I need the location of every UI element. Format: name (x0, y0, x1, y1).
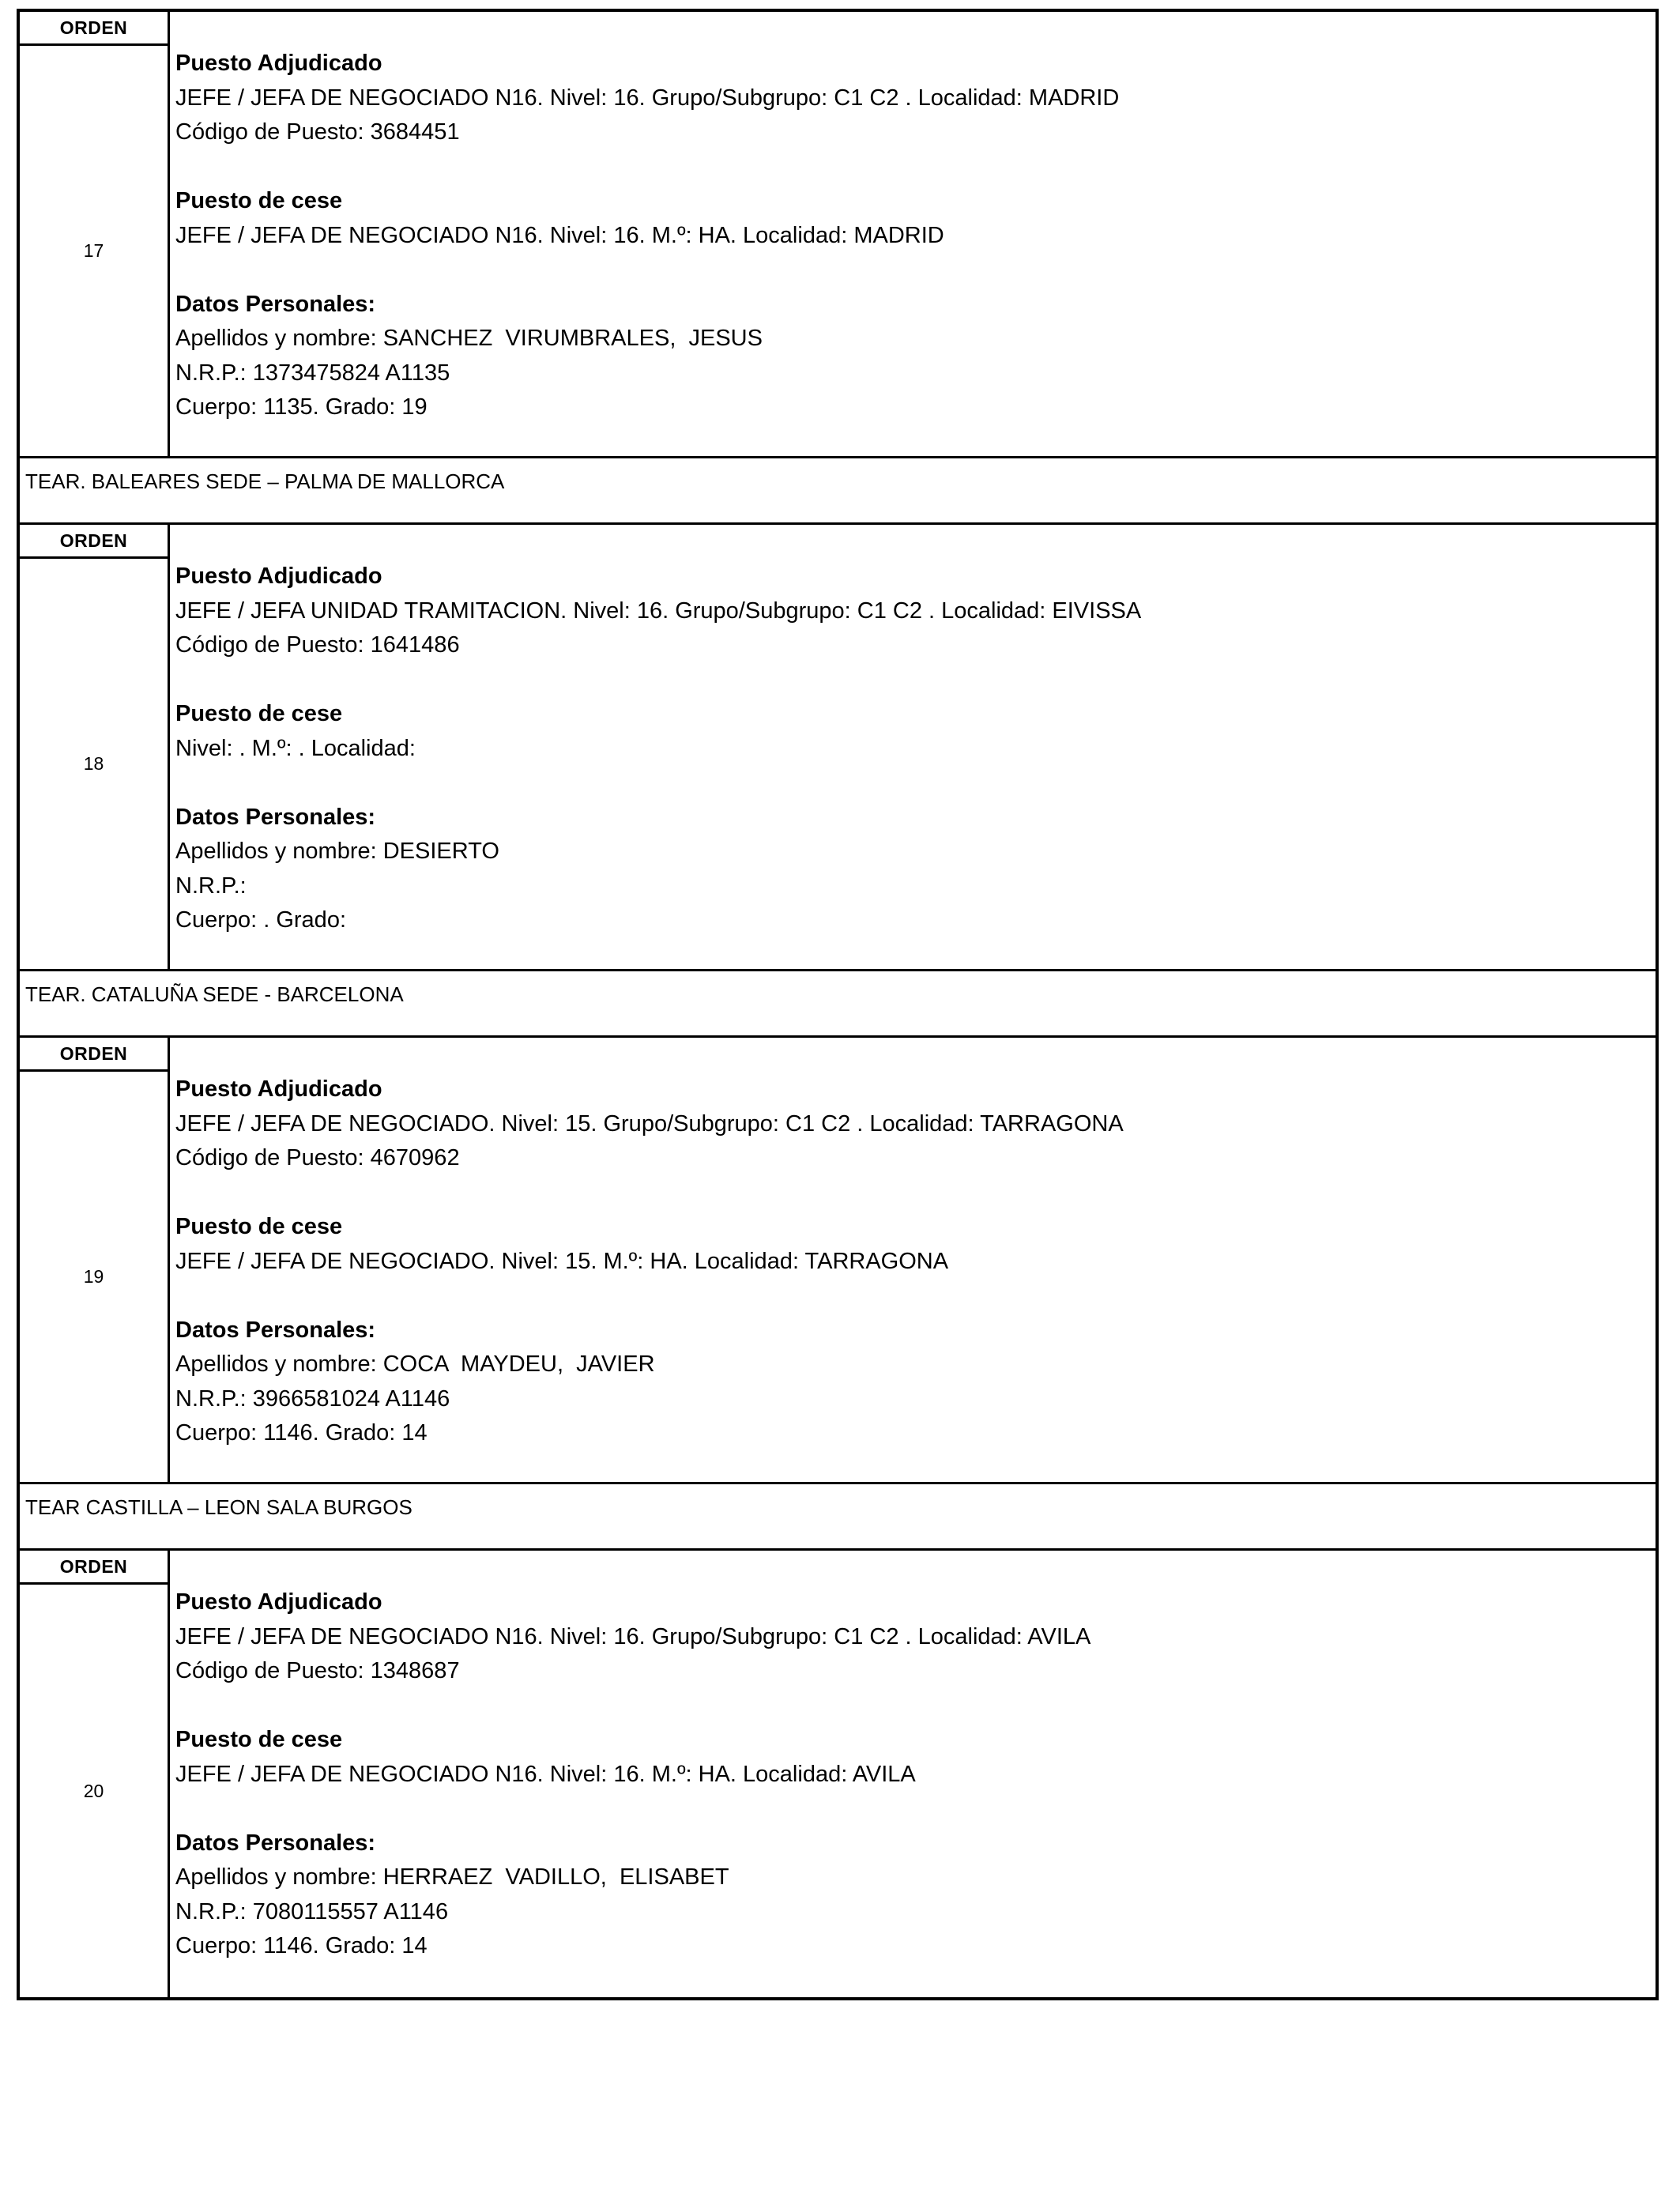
nrp: N.R.P.: 3966581024 A1146 (175, 1385, 450, 1412)
entry-row (20, 1038, 1656, 1484)
section-heading: TEAR. CATALUÑA SEDE - BARCELONA (20, 971, 1656, 1038)
orden-number: 20 (83, 1780, 104, 1801)
apellidos-nombre: Apellidos y nombre: SANCHEZ VIRUMBRALES, JESUS (175, 326, 763, 351)
cuerpo-grado: Cuerpo: 1135. Grado: 19 (175, 394, 428, 420)
section-heading: TEAR CASTILLA – LEON SALA BURGOS (20, 1484, 1656, 1551)
adjudicado-puesto: JEFE / JEFA DE NEGOCIADO. Nivel: 15. Grupo/Subgrupo: C1 C2 . Localidad: TARRAGONA (175, 1110, 1124, 1137)
adjudicado-label: Puesto Adjudicado (175, 51, 382, 76)
adjudicado-puesto: JEFE / JEFA DE NEGOCIADO N16. Nivel: 16. Grupo/Subgrupo: C1 C2 . Localidad: MADRID (175, 85, 1120, 111)
nrp: N.R.P.: 1373475824 A1135 (175, 360, 450, 386)
cese-label: Puesto de cese (175, 188, 343, 213)
apellidos-nombre: Apellidos y nombre: COCA MAYDEU, JAVIER (175, 1351, 655, 1377)
entry-content (170, 12, 1656, 456)
orden-header: ORDEN (20, 525, 168, 559)
orden-column (20, 12, 170, 456)
personales-label: Datos Personales: (175, 1830, 376, 1856)
orden-number: 18 (83, 753, 104, 774)
cese-puesto: JEFE / JEFA DE NEGOCIADO. Nivel: 15. M.º: HA. Localidad: TARRAGONA (175, 1248, 949, 1274)
cese-puesto: JEFE / JEFA DE NEGOCIADO N16. Nivel: 16. M.º: HA. Localidad: MADRID (175, 222, 944, 248)
cese-label: Puesto de cese (175, 1214, 343, 1239)
orden-column (20, 525, 170, 969)
apellidos-nombre: Apellidos y nombre: HERRAEZ VADILLO, ELISABET (175, 1864, 729, 1890)
nrp: N.R.P.: 7080115557 A1146 (175, 1898, 449, 1924)
codigo-puesto: Código de Puesto: 1348687 (175, 1658, 460, 1683)
entry-row (20, 525, 1656, 971)
orden-column (20, 1038, 170, 1482)
personales-label: Datos Personales: (175, 291, 376, 317)
personales-label: Datos Personales: (175, 804, 376, 830)
cuerpo-grado: Cuerpo: 1146. Grado: 14 (175, 1933, 428, 1958)
nrp: N.R.P.: (175, 873, 247, 899)
entry-row (20, 12, 1656, 458)
cese-puesto: JEFE / JEFA DE NEGOCIADO N16. Nivel: 16. M.º: HA. Localidad: AVILA (175, 1761, 916, 1787)
cuerpo-grado: Cuerpo: 1146. Grado: 14 (175, 1420, 428, 1446)
orden-number: 17 (83, 240, 104, 261)
personales-label: Datos Personales: (175, 1317, 376, 1343)
apellidos-nombre: Apellidos y nombre: DESIERTO (175, 839, 499, 864)
document-table (17, 9, 1659, 2000)
cese-label: Puesto de cese (175, 1727, 343, 1752)
section-heading: TEAR. BALEARES SEDE – PALMA DE MALLORCA (20, 458, 1656, 525)
entry-row (20, 1551, 1656, 1997)
entry-content (170, 1551, 1656, 1997)
codigo-puesto: Código de Puesto: 3684451 (175, 119, 460, 145)
adjudicado-puesto: JEFE / JEFA UNIDAD TRAMITACION. Nivel: 16. Grupo/Subgrupo: C1 C2 . Localidad: EIVISSA (175, 598, 1142, 624)
entry-content (170, 525, 1656, 969)
orden-column (20, 1551, 170, 1997)
adjudicado-puesto: JEFE / JEFA DE NEGOCIADO N16. Nivel: 16. Grupo/Subgrupo: C1 C2 . Localidad: AVILA (175, 1623, 1091, 1649)
adjudicado-label: Puesto Adjudicado (175, 1589, 382, 1615)
orden-header: ORDEN (20, 1038, 168, 1072)
orden-header: ORDEN (20, 12, 168, 46)
orden-number: 19 (83, 1266, 104, 1287)
cese-label: Puesto de cese (175, 701, 343, 726)
orden-header: ORDEN (20, 1551, 168, 1585)
cese-puesto: Nivel: . M.º: . Localidad: (175, 735, 416, 761)
entry-content (170, 1038, 1656, 1482)
adjudicado-label: Puesto Adjudicado (175, 564, 382, 589)
cuerpo-grado: Cuerpo: . Grado: (175, 907, 346, 933)
codigo-puesto: Código de Puesto: 4670962 (175, 1145, 460, 1171)
adjudicado-label: Puesto Adjudicado (175, 1076, 382, 1102)
codigo-puesto: Código de Puesto: 1641486 (175, 632, 460, 658)
